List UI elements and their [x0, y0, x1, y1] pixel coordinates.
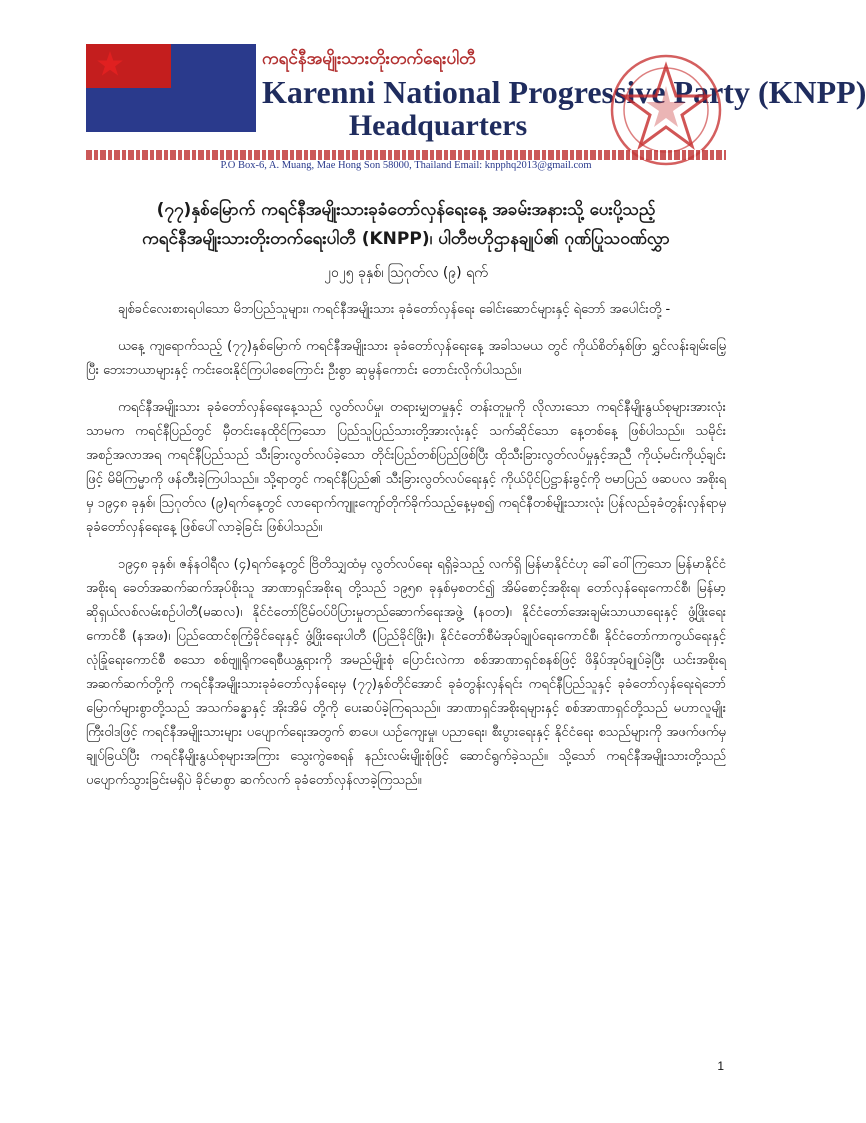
- paragraph: ကရင်နီအမျိုးသား ခုခံတော်လှန်ရေးနေ့သည် လွတ်လပ်မှု၊ တရားမျှတမှုနှင့် တန်းတူမှုကို လိုလားသော ကရင်နီမျိုးနွယ်စုများအားလုံးသာမက ကရင်နီပြည်တွင် မှီတင်းနေထိုင်ကြသော ပြည်သူပြည်သားတို့အားလုံးနှင့် သက်ဆိုင်သော နေ့တစ်နေ့ ဖြစ်ပါသည်။ သမိုင်းအစဉ်အလာအရ ကရင်နီပြည်သည် သီးခြားလွတ်လပ်ခဲ့သော တိုင်းပြည်တစ်ပြည်ဖြစ်ပြီး ထိုသီးခြားလွတ်လပ်မှုနှင့်အညီ ကိုယ့်မင်းကိုယ့်ချင်းဖြင့် မိမိကြမ္မာကို ဖန်တီးခဲ့ကြပါသည်။ သို့ရာတွင် ကရင်နီပြည်၏ သီးခြားလွတ်လပ်ရေးနှင့် ကိုယ်ပိုင်ပြဋ္ဌာန်းခွင့်ကို ဗမာပြည် ဖဆပလ အစိုးရမှ ၁၉၄၈ ခုနှစ်၊ ဩဂုတ်လ (၉)ရက်နေ့တွင် လာရောက်ကျူးကျော်တိုက်ခိုက်သည့်နေ့မှစ၍ ကရင်နီတစ်မျိုးသားလုံး ပြန်လည်ခုခံတွန်းလှန်ရာမှ ခုခံတော်လှန်ရေးနေ့ ဖြစ်ပေါ်လာခဲ့ခြင်း ဖြစ်ပါသည်။: [86, 400, 726, 535]
- myanmar-script-banner: ကရင်နီအမျိုးသားတိုးတက်ရေးပါတီ: [262, 49, 476, 69]
- document-body: [86, 298, 726, 806]
- organization-subtitle: Headquarters: [348, 109, 528, 142]
- paragraph: ၁၉၄၈ ခုနှစ်၊ ဇန်နဝါရီလ (၄)ရက်နေ့တွင် ဗြိတိသျှထံမှ လွတ်လပ်ရေး ရရှိခဲ့သည့် လက်ရှိ မြန်မာနိုင်ငံဟု ခေါ်ဝေါ်ကြသော မြန်မာနိုင်ငံအစိုးရ ခေတ်အဆက်ဆက်အုပ်စိုးသူ အာဏာရှင်အစိုးရ တို့သည် ၁၉၅၈ ခုနှစ်မှစတင်၍ အိမ်စောင့်အစိုးရ၊ တော်လှန်ရေးကောင်စီ၊ မြန်မာ့ဆိုရှယ်လစ်လမ်းစဉ်ပါတီ(မဆလ)၊ နိုင်ငံတော်ငြိမ်ဝပ်ပိပြားမှုတည်ဆောက်ရေးအဖွဲ့ (နဝတ)၊ နိုင်ငံတော်အေးချမ်းသာယာရေးနှင့် ဖွံ့ဖြိုးရေးကောင်စီ (နအဖ)၊ ပြည်ထောင်စုကြံ့ခိုင်ရေးနှင့် ဖွံ့ဖြိုးရေးပါတီ (ပြည်ခိုင်ဖြိုး)၊ နိုင်ငံတော်စီမံအုပ်ချုပ်ရေးကောင်စီ၊ နိုင်ငံတော်ကာကွယ်ရေးနှင့် လုံခြုံရေးကောင်စီ စသော စစ်ဗျူရိုကရေစီယန္တရားကို အမည်မျိုးစုံ ပြောင်းလဲကာ စစ်အာဏာရှင်စနစ်ဖြင့် ဖိနှိပ်အုပ်ချုပ်ခဲ့ပြီး ယင်းအစိုးရအဆက်ဆက်တို့ကို ကရင်နီအမျိုးသားခုခံတော်လှန်ရေးမှ (၇၇)နှစ်တိုင်အောင် ခုခံတွန်းလှန်ရင်း ကရင်နီပြည်သူနှင့် ခုခံတော်လှန်ရေးရဲဘော်မြောက်များစွာတို့သည် အသက်ခန္ဓာနှင့် အိုးအိမ် တို့ကို ပေးဆပ်ခဲ့ကြရသည်။ အာဏာရှင်အစိုးရများနှင့် စစ်အာဏာရှင်တို့သည် မဟာလူမျိုးကြီးဝါဒဖြင့် ကရင်နီအမျိုးသားများ ပပျောက်ရေးအတွက် စာပေ၊ ယဉ်ကျေးမှု၊ ပညာရေး၊ စီးပွားရေးနှင့် နိုင်ငံရေး စသည်များကို အဖက်ဖက်မှ ချုပ်ခြယ်ပြီး ကရင်နီမျိုးနွယ်စုများအကြား သွေးကွဲစေရန် နည်းလမ်းမျိုးစုံဖြင့် ဆောင်ရွက်ခဲ့သည်။ သို့သော် ကရင်နီအမျိုးသားတို့သည် ပပျောက်သွားခြင်းမရှိပဲ ခိုင်မာစွာ ဆက်လက် ခုခံတော်လှန်လာခဲ့ကြသည်။: [86, 557, 726, 788]
- postal-address: P.O Box-6, A. Muang, Mae Hong Son 58000, Thailand Email: knpphq2013@gmail.com: [220, 160, 592, 171]
- paragraph: ချစ်ခင်လေးစားရပါသော မိဘပြည်သူများ၊ ကရင်နီအမျိုးသား ခုခံတော်လှန်ရေး ခေါင်းဆောင်များနှင့် ရဲဘော် အပေါင်းတို့ -: [118, 302, 671, 317]
- organization-name: Karenni National Progressive Party (KNPP): [262, 74, 866, 110]
- title-line: (၇၇)နှစ်မြောက် ကရင်နီအမျိုးသားခုခံတော်လှန်ရေးနေ့ အခမ်းအနားသို့ ပေးပို့သည့်: [156, 200, 656, 220]
- red-star-icon: [96, 50, 124, 78]
- decorative-border: [86, 150, 726, 160]
- document-title: [86, 196, 726, 254]
- page-number: 1: [717, 1059, 724, 1073]
- paragraph: ယနေ့ ကျရောက်သည့် (၇၇)နှစ်မြောက် ကရင်နီအမျိုးသား ခုခံတော်လှန်ရေးနေ့ အခါသမယ တွင် ကိုယ်စိတ်နှစ်ဖြာ ရွှင်လန်းချမ်းမြေ့ပြီး ဘေးဘယာများနှင့် ကင်းဝေးနိုင်ကြပါစေကြောင်း ဦးစွာ ဆုမွန်ကောင်း တောင်းလိုက်ပါသည်။: [86, 339, 726, 378]
- document-date: ၂၀၂၅ ခုနှစ်၊ ဩဂုတ်လ (၉) ရက်: [324, 265, 488, 281]
- title-line: ကရင်နီအမျိုးသားတိုးတက်ရေးပါတီ (KNPP)၊ ပါတီဗဟိုဌာနချုပ်၏ ဂုဏ်ပြုသဝဏ်လွှာ: [142, 229, 670, 249]
